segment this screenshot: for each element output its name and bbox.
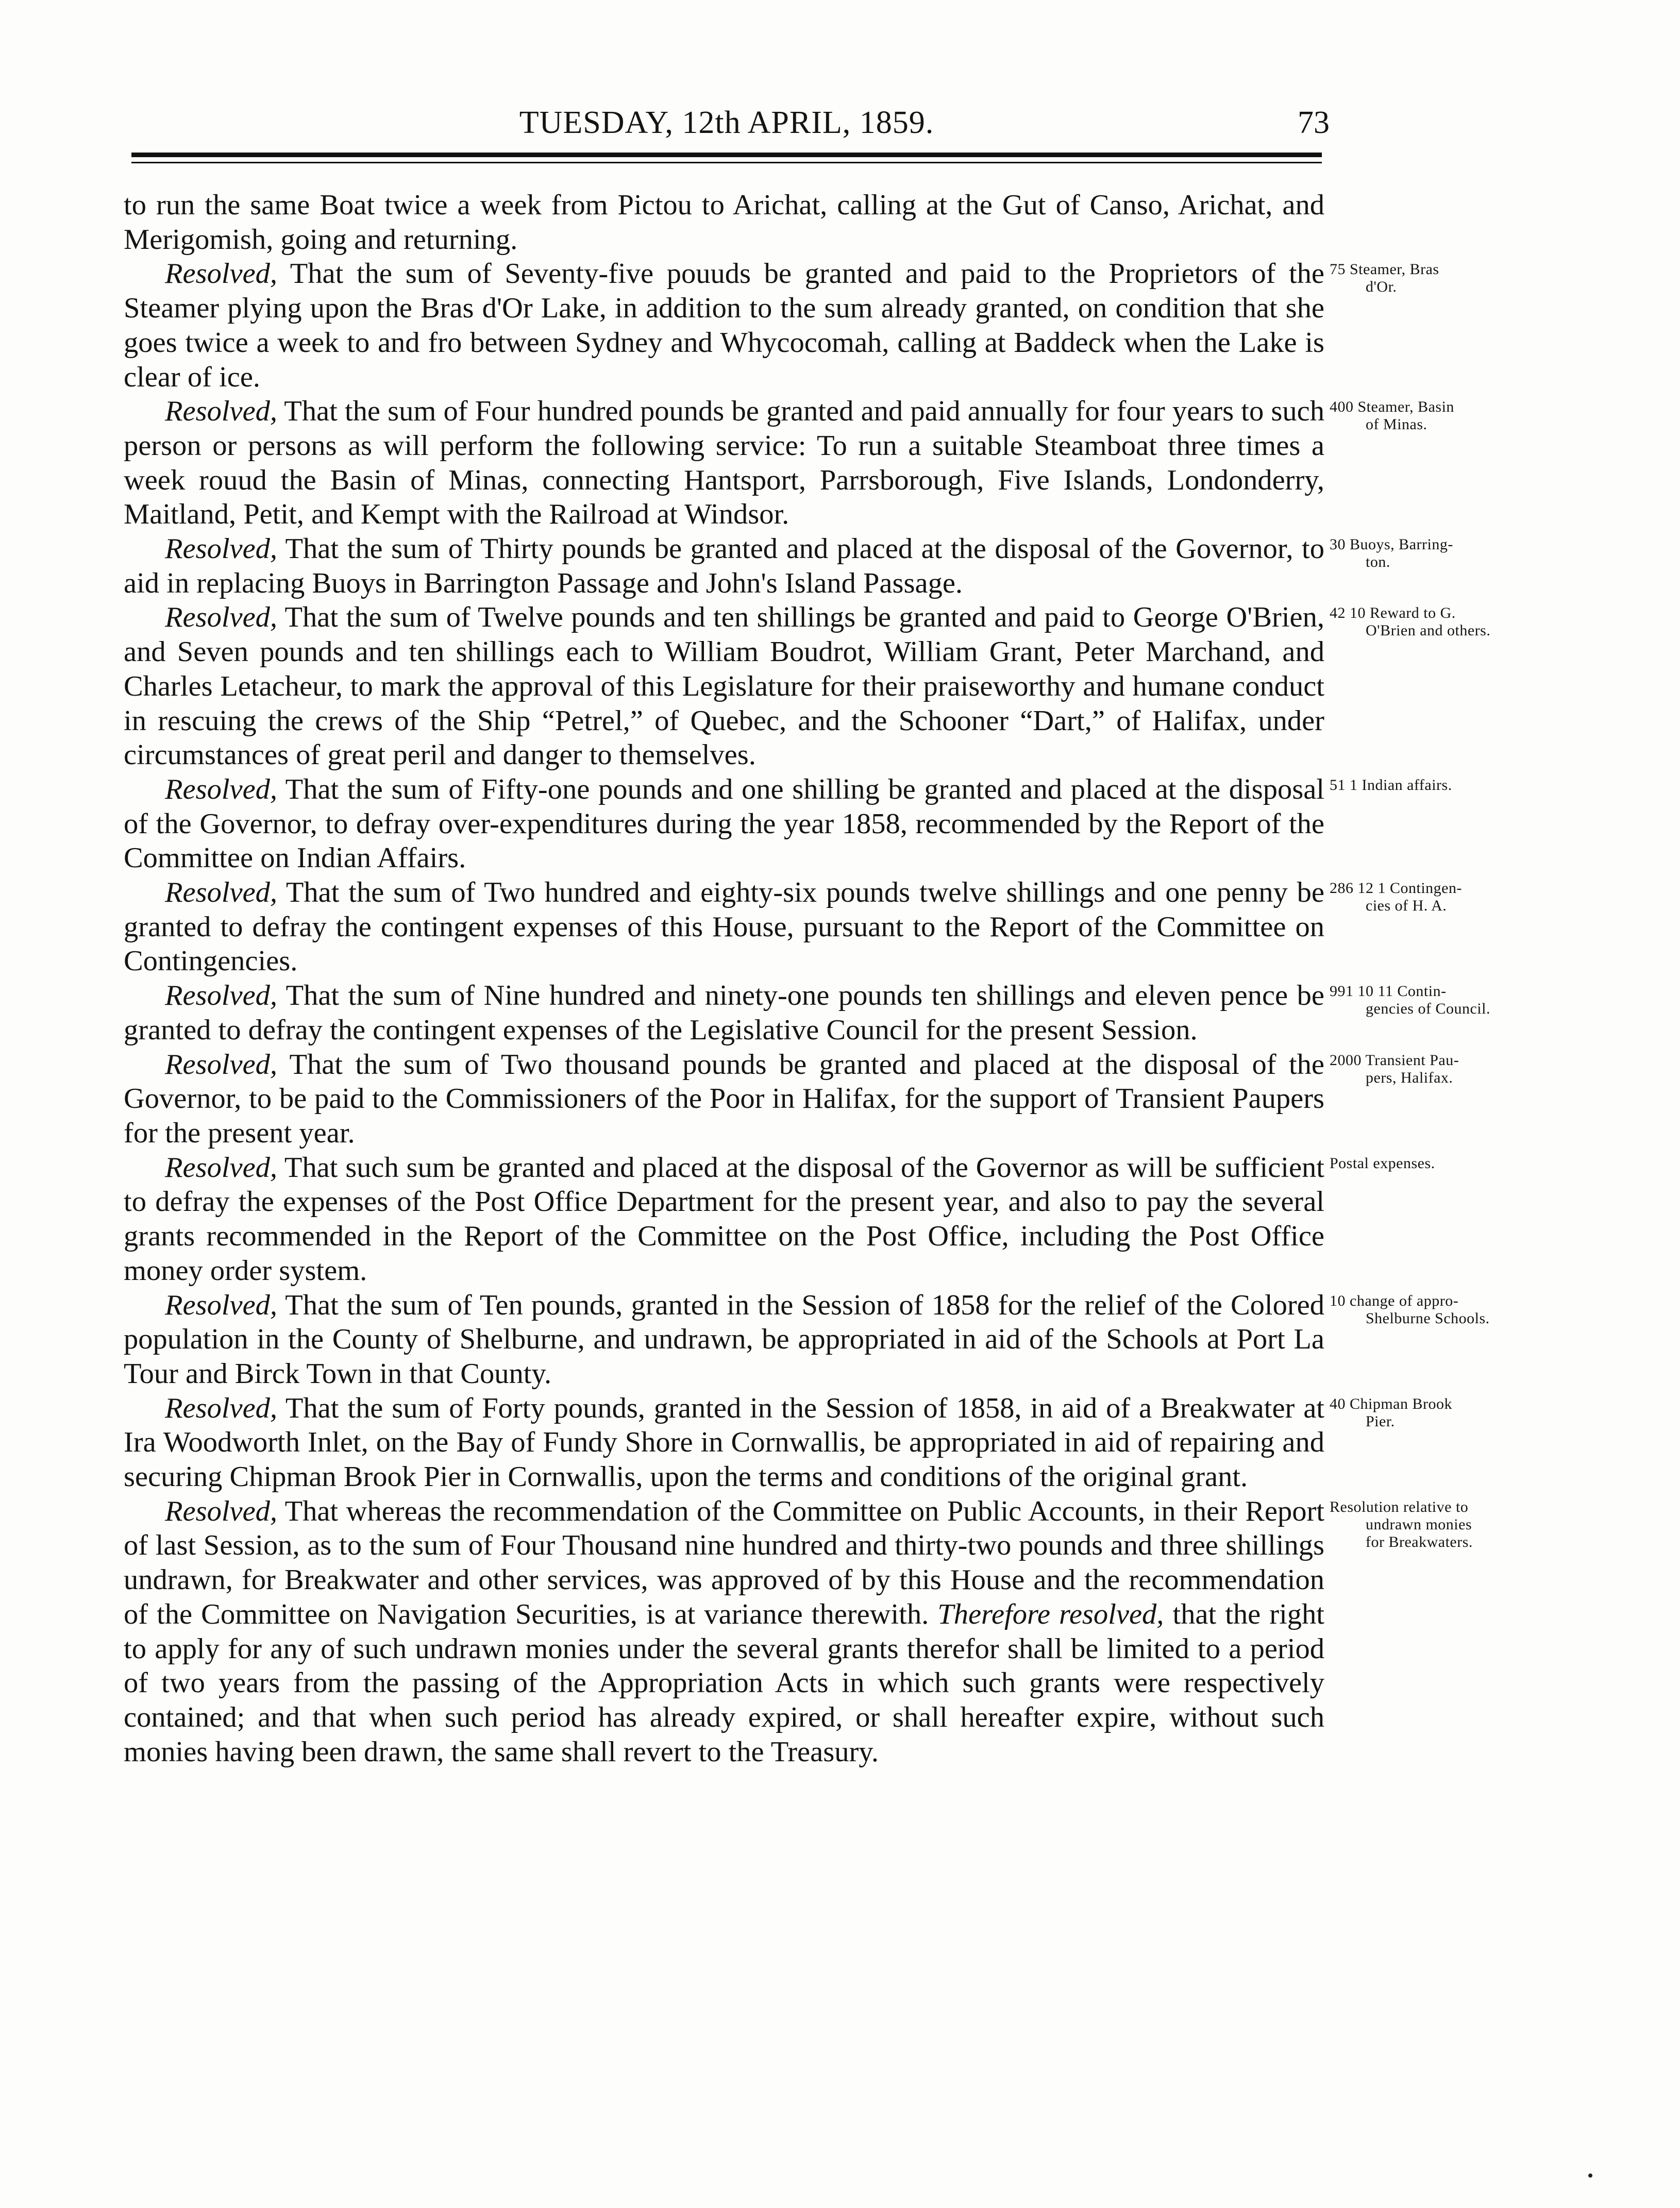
marginal-note-line1: Resolution relative to: [1330, 1498, 1469, 1515]
resolution-paragraph: [124, 772, 1452, 875]
marginal-note-line1: Postal expenses.: [1330, 1154, 1435, 1172]
marginal-note-line2: cies of H. A.: [1366, 897, 1447, 915]
marginal-note-line2: of Minas.: [1366, 416, 1427, 433]
running-title: TUESDAY, 12th APRIL, 1859.: [519, 105, 934, 140]
resolved-lead: Resolved,: [165, 395, 278, 428]
paragraph-text: That the sum of Forty pounds, granted in the Session of 1858, in aid of a Breakwater at Ira Woodworth Inlet, on the Bay of Fundy Shore in Cornwallis, be appropriated in aid of repairing and securing Chipman Brook Pier in Cornwallis, upon the terms and conditions of the original grant.: [124, 1392, 1324, 1493]
paragraph-text: That the sum of Nine hundred and ninety-one pounds ten shillings and eleven pence be granted to defray the contingent expenses of the Legislative Council for the present Session.: [124, 980, 1324, 1046]
resolution-paragraph: [124, 1151, 1435, 1288]
marginal-note-line1: 40 Chipman Brook: [1330, 1395, 1452, 1412]
therefore-resolved-lead: Therefore resolved,: [937, 1598, 1164, 1630]
marginal-note-line2: Pier.: [1366, 1412, 1395, 1430]
resolution-paragraph: [124, 1494, 1473, 1769]
marginal-note-line2: d'Or.: [1366, 278, 1397, 296]
resolved-lead: Resolved,: [165, 980, 278, 1012]
marginal-note-line2: Shelburne Schools.: [1366, 1309, 1490, 1327]
marginal-note: [1330, 398, 1561, 433]
marginal-note-line1: 2000 Transient Pau-: [1330, 1051, 1459, 1069]
marginal-note-line1: 991 10 11 Contin-: [1330, 983, 1447, 1000]
resolved-lead: Resolved,: [165, 601, 278, 634]
resolution-paragraph: [124, 1391, 1452, 1494]
paragraph-text: That the sum of Twelve pounds and ten shillings be granted and paid to George O'Brien, and Seven pounds and ten shillings each to William Boudrot, William Grant, Peter Marchand, and Charles Letacheur, to mark the approval of this Legislature for their praiseworthy and humane conduct in rescuing the crews of the Ship “Petrel,” of Quebec, and the Schooner “Dart,” of Halifax, under circumstances of great peril and danger to themselves.: [124, 601, 1324, 771]
marginal-note: [1330, 1498, 1561, 1551]
marginal-note: [1330, 261, 1561, 296]
resolved-lead: Resolved,: [165, 773, 278, 805]
marginal-note: [1330, 777, 1561, 794]
marginal-note: [1330, 1395, 1561, 1430]
paragraph-text: That the sum of Ten pounds, granted in the Session of 1858 for the relief of the Colored population in the County of Shelburne, and undrawn, be appropriated in aid of the Schools at Port La Tour and Birck Town in that County.: [124, 1289, 1324, 1390]
paragraph-text: That the sum of Fifty-one pounds and one shilling be granted and placed at the disposal of the Governor, to defray over-expenditures during the year 1858, recommended by the Report of the Committee on Indian Affairs.: [124, 773, 1324, 874]
marginal-note-line1: 10 change of appro-: [1330, 1292, 1459, 1309]
resolved-lead: Resolved,: [165, 1048, 278, 1081]
resolution-paragraph: [124, 875, 1462, 979]
marginal-note-line2: undrawn monies: [1366, 1515, 1472, 1533]
resolution-paragraph: [124, 1288, 1490, 1391]
ink-speck: [1588, 2173, 1592, 2178]
paragraph-text: That whereas the recommendation of the Committee on Public Accounts, in their Report of last Session, as to the sum of Four Thousand nine hundred and thirty-two pounds and three shillings undrawn, for Breakwater and other services, was approved of by this House and the recommendation of the Committee on Navigation Securities, is at variance therewith.: [124, 1495, 1324, 1630]
paragraph-text: That the sum of Four hundred pounds be granted and paid annually for four years to such person or persons as will perform the following service: To run a suitable Steamboat three times a week rouud the Basin of Minas, connecting Hantsport, Parrsborough, Five Islands, Londonderry, Maitland, Petit, and Kempt with the Railroad at Windsor.: [124, 395, 1324, 531]
marginal-note-line2: pers, Halifax.: [1366, 1069, 1453, 1086]
marginal-note-line1: 286 12 1 Contingen-: [1330, 880, 1462, 897]
marginal-note: [1330, 1052, 1561, 1087]
marginal-note-line1: 30 Buoys, Barring-: [1330, 536, 1453, 553]
resolution-paragraph: [124, 257, 1439, 394]
marginal-note: [1330, 983, 1561, 1018]
document-body: [124, 188, 1491, 1769]
resolved-lead: Resolved,: [165, 877, 278, 909]
resolution-paragraph: [124, 394, 1454, 532]
marginal-note-line1: 400 Steamer, Basin: [1330, 398, 1454, 416]
marginal-note-line3: for Breakwaters.: [1366, 1533, 1473, 1550]
resolved-lead: Resolved,: [165, 258, 278, 290]
page-header: [124, 100, 1330, 147]
marginal-note-line2: ton.: [1366, 553, 1390, 571]
paragraph-text: That the sum of Seventy-five pouuds be granted and paid to the Proprietors of the Steamer plying upon the Bras d'Or Lake, in addition to the sum already granted, on condition that she goes twice a week to and fro between Sydney and Whycocomah, calling at Baddeck when the Lake is clear of ice.: [124, 258, 1324, 393]
resolved-lead: Resolved,: [165, 1392, 278, 1424]
paragraph-text: That the sum of Thirty pounds be granted and placed at the disposal of the Governor, to aid in replacing Buoys in Barrington Passage and John's Island Passage.: [124, 533, 1324, 599]
marginal-note-line2: gencies of Council.: [1366, 1000, 1490, 1018]
resolution-paragraph: [124, 979, 1490, 1047]
resolution-paragraph: [124, 1048, 1459, 1151]
marginal-note-line1: 42 10 Reward to G.: [1330, 604, 1456, 622]
header-rule-thin: [131, 162, 1322, 163]
marginal-note: [1330, 1292, 1561, 1327]
marginal-note: [1330, 880, 1561, 915]
resolved-lead: Resolved,: [165, 1289, 278, 1321]
paragraph-text: That such sum be granted and placed at the disposal of the Governor as will be sufficient to defray the expenses of the Post Office Department for the present year, and also to pay the several grants recommended in the Report of the Committee on the Post Office, including the Post Office money order system.: [124, 1151, 1324, 1287]
resolved-lead: Resolved,: [165, 1495, 278, 1527]
header-rule-thick: [131, 153, 1322, 157]
marginal-note: [1330, 1155, 1561, 1172]
marginal-note: [1330, 604, 1561, 639]
paragraph-text: That the sum of Two hundred and eighty-six pounds twelve shillings and one penny be granted to defray the contingent expenses of this House, pursuant to the Report of the Committee on Contingencies.: [124, 877, 1324, 977]
paragraph-0: [124, 188, 1324, 257]
marginal-note-line1: 51 1 Indian affairs.: [1330, 776, 1452, 794]
paragraph-text: That the sum of Two thousand pounds be granted and placed at the disposal of the Governor, to be paid to the Commissioners of the Poor in Halifax, for the support of Transient Paupers for the present year.: [124, 1048, 1324, 1149]
page-number: 73: [1298, 105, 1330, 140]
resolution-paragraph: [124, 600, 1491, 772]
resolved-lead: Resolved,: [165, 533, 278, 565]
resolution-paragraph: [124, 532, 1453, 600]
marginal-note-line2: O'Brien and others.: [1366, 622, 1491, 639]
marginal-note: [1330, 536, 1561, 571]
paragraph-text-continued: that the right to apply for any of such undrawn monies under the several grants therefor shall be limited to a period of two years from the passing of the Appropriation Acts in which such grants were respectively contained; and that when such period has already expired, or shall hereafter expire, without such monies having been drawn, the same shall revert to the Treasury.: [124, 1598, 1324, 1768]
marginal-note-line1: 75 Steamer, Bras: [1330, 261, 1439, 278]
paragraph-text: to run the same Boat twice a week from Pictou to Arichat, calling at the Gut of Canso, Arichat, and Merigomish, going and returning.: [124, 189, 1324, 256]
resolved-lead: Resolved,: [165, 1151, 278, 1184]
